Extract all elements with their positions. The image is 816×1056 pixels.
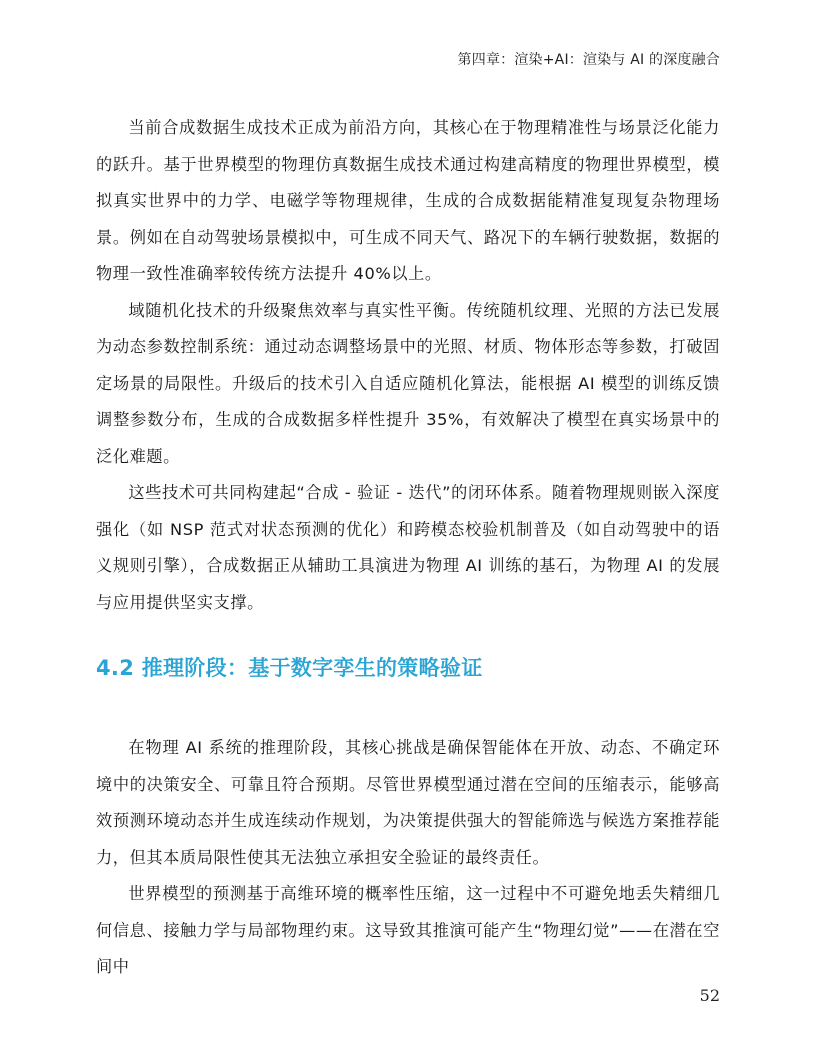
- running-header: 第四章：渲染+AI：渲染与 AI 的深度融合: [457, 52, 720, 68]
- paragraph: 这些技术可共同构建起“合成 - 验证 - 迭代”的闭环体系。随着物理规则嵌入深度强化（如 NSP 范式对状态预测的优化）和跨模态校验机制普及（如自动驾驶中的语义规则引擎），合成数据正从辅助工具演进为物理 AI 训练的基石，为物理 AI 的发展与应用提供坚实支撑。: [96, 483, 720, 612]
- section-body-synthetic-data: [96, 110, 720, 621]
- section-body-inference: [96, 730, 720, 986]
- paragraph: 在物理 AI 系统的推理阶段，其核心挑战是确保智能体在开放、动态、不确定环境中的决策安全、可靠且符合预期。尽管世界模型通过潜在空间的压缩表示，能够高效预测环境动态并生成连续动作规划，为决策提供强大的智能筛选与候选方案推荐能力，但其本质局限性使其无法独立承担安全验证的最终责任。: [96, 738, 720, 867]
- paragraph: 当前合成数据生成技术正成为前沿方向，其核心在于物理精准性与场景泛化能力的跃升。基于世界模型的物理仿真数据生成技术通过构建高精度的物理世界模型，模拟真实世界中的力学、电磁学等物理规律，生成的合成数据能精准复现复杂物理场景。例如在自动驾驶场景模拟中，可生成不同天气、路况下的车辆行驶数据，数据的物理一致性准确率较传统方法提升 40%以上。: [96, 118, 720, 283]
- paragraph: 域随机化技术的升级聚焦效率与真实性平衡。传统随机纹理、光照的方法已发展为动态参数控制系统：通过动态调整场景中的光照、材质、物体形态等参数，打破固定场景的局限性。升级后的技术引入自适应随机化算法，能根据 AI 模型的训练反馈调整参数分布，生成的合成数据多样性提升 35%，有效解决了模型在真实场景中的泛化难题。: [96, 300, 720, 466]
- section-heading: 4.2 推理阶段：基于数字孪生的策略验证: [96, 656, 483, 680]
- paragraph: 世界模型的预测基于高维环境的概率性压缩，这一过程中不可避免地丢失精细几何信息、接触力学与局部物理约束。这导致其推演可能产生“物理幻觉”——在潜在空间中: [96, 884, 720, 976]
- page-number: 52: [699, 986, 720, 1005]
